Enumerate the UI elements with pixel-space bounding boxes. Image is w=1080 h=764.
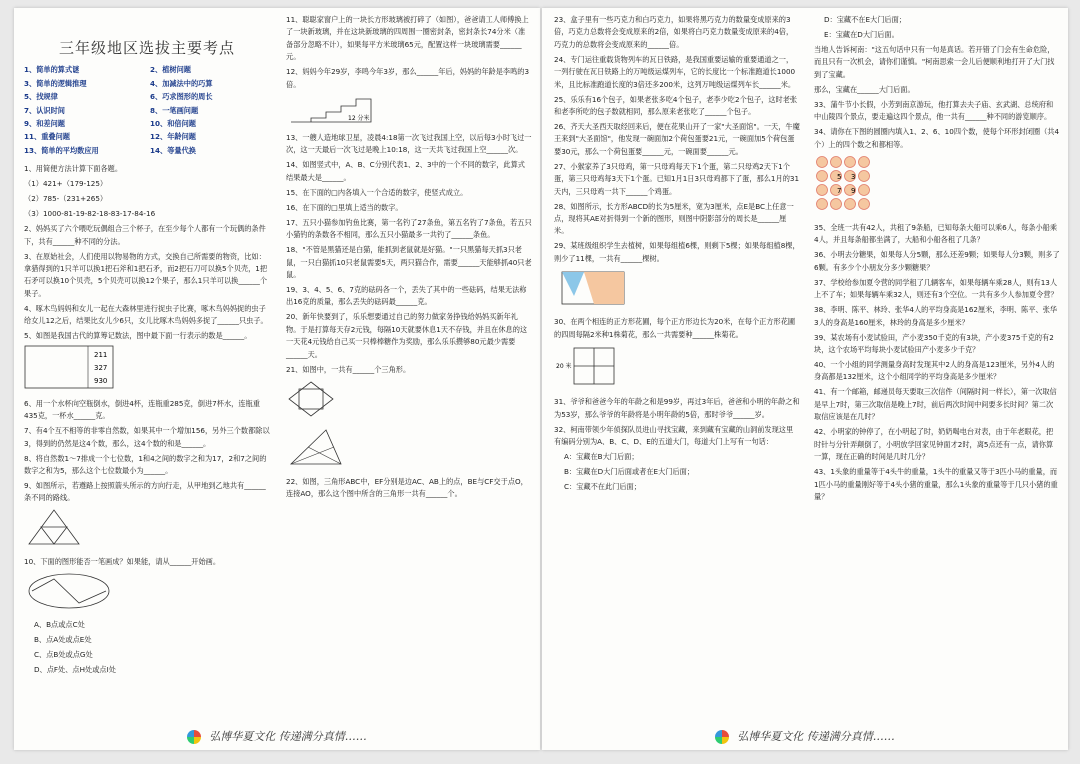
question-text: 33、蒲牛节小长假，小芳到南京游玩，他打算去夫子庙、玄武湖、总统府和中山陵四个景点，要走遍这四个景点，他一共有______种不同的游览顺序。	[814, 99, 1054, 122]
question-text: 10、下面的图形能否一笔画成？如果能，请从______开始画。	[24, 556, 221, 566]
question-text: A：宝藏在B大门后面；	[564, 451, 639, 461]
question-text: B：宝藏在D大门后面或者在E大门后面；	[564, 466, 695, 476]
question-text: 15、在下面的□内各填入一个合适的数字，使竖式成立。	[286, 187, 468, 197]
figure-q30	[554, 344, 800, 392]
question-text: 7、有4个互不相等的非零自然数，如果其中一个增加156，另外三个数都除以3，得到的仍然是这4个数，那么，这4个数的和是______。	[24, 426, 270, 448]
circle-number: 9	[851, 186, 856, 195]
figure-q11	[286, 94, 532, 128]
topic-list	[24, 64, 270, 157]
question-text: 38、李明、陈平、林玲、张华4人的平均身高是162厘米，李明、陈平、张华3人的身高是160厘米，林玲的身高是多少厘米？	[814, 305, 1058, 327]
topic-item: 1、简单的算式谜	[24, 65, 80, 75]
question-text: 13、一艘人造地球卫星，凌晨4:18第一次飞过我国上空，以后每3小时飞过一次，这一天最后一次飞过是晚上10:18，这一天共飞过我国上空______次。	[286, 133, 532, 155]
rod-row-3: 930	[94, 377, 108, 386]
garden-width-label: 20 米	[556, 362, 572, 370]
question-text: 5、如图是我国古代的算筹记数法，图中最下面一行表示的数是______。	[24, 331, 252, 341]
column-3	[554, 14, 800, 496]
garden-grid-figure	[554, 344, 634, 388]
circle-number: 5	[837, 172, 842, 181]
staircase-figure	[286, 94, 376, 124]
staircase-label: 12 分米	[348, 114, 370, 122]
question-text: 12、妈妈今年29岁，李鸣今年3岁，那么______年后，妈妈的年龄是李鸣的3倍。	[286, 67, 530, 89]
question-text: 4、啄木鸟妈妈和女儿一起在大森林里进行捉虫子比赛，啄木鸟妈妈捉的虫子给女儿12之后，结果比女儿少6只，女儿比啄木鸟妈妈多捉了______只虫子。	[24, 303, 268, 326]
topic-item: 10、和倍问题	[150, 119, 196, 129]
rod-row-1: 211	[94, 351, 108, 360]
cross-shape-figure	[286, 379, 336, 419]
question-text: 22、如图，三角形ABC中，EF分别是边AC、AB上的点，BE与CF交于点O，连接AO，那么这个图中所含的三角形一共有______个。	[286, 476, 528, 498]
question-text: 16、在下面的□里填上适当的数字。	[286, 202, 403, 212]
topic-item: 3、简单的逻辑推理	[24, 78, 87, 88]
topic-item: 11、重叠问题	[24, 132, 70, 142]
figure-q10	[24, 571, 270, 615]
brand-logo-icon	[715, 730, 729, 744]
topic-item: 8、一笔画问题	[150, 105, 199, 115]
question-text: 35、全班一共有42人，共租了9条船，已知每条大船可以乘6人，每条小船乘4人，并且每条船都坐满了，大船和小船各租了几条？	[814, 223, 1058, 245]
question-text: 1、用简便方法计算下面各题。	[24, 164, 123, 174]
oval-figure	[24, 571, 114, 611]
circle-number: 7	[837, 186, 842, 195]
question-text: 18、"不管是黑猫还是白猫，能抓到老鼠就是好猫。"一只黑猫每天抓3只老鼠，一只白猫抓10只老鼠需要5天，两只猫合作，需要______天能够抓40只老鼠。	[286, 245, 532, 280]
question-text: （1）421+（179-125）	[24, 179, 108, 189]
topic-item: 14、等量代换	[150, 145, 196, 155]
topic-item: 12、年龄问题	[150, 132, 196, 142]
question-text: 14、如图竖式中，A、B、C分别代表1、2、3中的一个不同的数字，此算式结果最大是______。	[286, 160, 525, 182]
question-text: 2、妈妈买了六个喂吃玩偶组合三个杯子，在至少每个人都有一个玩偶的条件下，共有______种不同的分法。	[24, 224, 266, 246]
rod-row-2: 327	[94, 364, 108, 373]
question-text: 11、聪聪家窗户上的一块长方形玻璃被打碎了（如图），爸爸请工人师傅换上了一块新玻璃，并在这块新玻璃的四周围一圈密封条，密封条长74分米（准备部分忽略不计），如果每平方米玻璃65元，配置这样一块玻璃需要______元。	[286, 15, 529, 62]
column-3-questions	[554, 14, 800, 493]
figure-q22	[286, 427, 532, 471]
figure-q34	[814, 154, 1060, 218]
topic-item: 4、加减法中的巧算	[150, 78, 213, 88]
question-text: 42、小明家的钟停了，在小明起了时，奶奶喝电台对表，由于年老眼花，把时针与分针弄颠倒了，小明放学回家见钟面才2时，离5点还有一点，请你算一算，现在正确的时间是几时几分？	[814, 427, 1054, 462]
topic-item: 5、找规律	[24, 92, 58, 102]
brand-logo-icon	[187, 730, 201, 744]
triangle-abc-figure	[286, 427, 346, 467]
footer-text: 弘博华夏文化 传递满分真情……	[209, 730, 367, 743]
question-text: 36、小明去分糖果，如果每人分5颗，那么还差9颗；如果每人分3颗，则多了6颗。有多少个小朋友分多少颗糖果？	[814, 250, 1060, 272]
column-2	[286, 14, 532, 503]
question-text: （3）1000-81-19-82-18-83-17-84-16	[24, 209, 156, 219]
footer-right	[542, 728, 1068, 744]
question-text: 当地人告诉柯南："这五句话中只有一句是真话。若开错了门会有生命危险，而且只有一次机会，请你们谨慎。"柯南思索一会儿后便顺利地打开了大门找到了宝藏。	[814, 45, 1055, 79]
question-text: （2）785-（231+265）	[24, 194, 108, 204]
question-text: C：宝藏不在此门后面；	[564, 481, 641, 491]
column-4-questions	[814, 14, 1060, 503]
footer-text: 弘博华夏文化 传递满分真情……	[737, 730, 895, 743]
question-text: 19、3、4、5、6、7克的砝码各一个，丢失了其中的一些砝码，结果无法称出16克的质量，那么丢失的砝码最______克。	[286, 285, 527, 307]
footer-left	[14, 728, 540, 744]
question-text: D：宝藏不在E大门后面；	[824, 15, 906, 24]
column-4	[814, 14, 1060, 506]
question-text: D、点F处、点H处或点I处	[34, 665, 116, 675]
left-page	[14, 8, 540, 750]
counting-rods-figure	[24, 345, 114, 389]
topic-item: 13、简单的平均数应用	[24, 145, 99, 155]
column-1-questions	[24, 163, 270, 676]
triangle-path-figure	[24, 507, 84, 547]
question-text: 8、将自然数1～7排成一个七位数，1和4之间的数字之和为17，2和7之间的数字之和为5，那么这个七位数最小为______。	[24, 453, 267, 475]
question-text: B、点A处或点E处	[34, 635, 92, 645]
right-page	[542, 8, 1068, 750]
question-text: 21、如图中，一共有______个三角形。	[286, 364, 411, 374]
question-text: 23、盒子里有一些巧克力和白巧克力，如果将黑巧克力的数量变成原来的3倍，巧克力总数将会变成原来的2倍，如果将白巧克力数量变成原来的4倍，巧克力的总数将会变成原来的______倍。	[554, 15, 794, 49]
question-text: 20、新年快要到了，乐乐想要通过自己的努力做家务挣钱给妈妈买新年礼物。于是打算每天存2元钱，每隔10天就要休息1天不存钱，并且在休息的这一天花4元钱给自己买一只棒棒糖作为奖励，那么乐乐攒够80元最少需要______天。	[286, 312, 528, 359]
question-text: 9、如图所示，若遵路上按照箭头所示的方向行走，从甲地到乙地共有______条不同的路线。	[24, 480, 266, 503]
topic-item: 6、巧求图形的周长	[150, 92, 213, 102]
question-text: 17、五只小猫参加钓鱼比赛，第一名钓了27条鱼，第五名钓了7条鱼，若五只小猫钓的条数各不相同，那么五只小猫最多一共钓了______条鱼。	[286, 217, 532, 240]
question-text: 24、专门运往重载货物列车的瓦日铁路，是我国重要运输的重要通道之一，一列行驶在瓦日铁路上的万吨级运煤列车，它的长度比一个标准跑道长1000米，且比标准跑道长度的3倍还多200米，这列万吨级运煤列车长______米。	[554, 54, 796, 89]
question-text: 30、在两个相连的正方形花圃，每个正方形边长为20米，在每个正方形花圃的四周每隔2米种1株菊花，那么一共需要种______株菊花。	[554, 317, 796, 339]
question-text: 40、一个小组的同学测量身高时发现其中2人的身高是123厘米，另外4人的身高都是132厘米，这个小组同学的平均身高是多少厘米？	[814, 360, 1055, 382]
figure-q9	[24, 507, 270, 551]
question-text: 37、学校给参加夏令营的同学租了几辆客车，如果每辆车乘28人，则有13人上不了车；如果每辆车乘32人，则还有3个空位。一共有多少人参加夏令营？	[814, 277, 1058, 300]
question-text: E：宝藏在D大门后面。	[824, 30, 899, 39]
question-text: 41、有一个邮箱，邮递员每天要取三次信件（间隔时间一样长），第一次取信是早上7时，第三次取信是晚上7时，前后两次时间中间要多长时间？第二次取信应该是在几时？	[814, 387, 1057, 422]
topic-item: 9、和差问题	[24, 119, 65, 129]
question-text: 31、爷爷和爸爸今年的年龄之和是99岁，再过3年后，爸爸和小明的年龄之和为53岁，那么爷爷的年龄将是小明年龄的5倍，那时爷爷______岁。	[554, 397, 800, 419]
question-text: 39、某农场有小麦试验田，产小麦350千克的有3块，产小麦375千克的有2块，这个农场平均每块小麦试验田产小麦多少千克？	[814, 332, 1054, 355]
figure-q5	[24, 345, 270, 393]
question-text: 25、乐乐有16个包子，如果老张多吃4个包子，老李少吃2个包子，这时老张和老李所吃的包子数就相同，那么原来老张吃了______个包子。	[554, 94, 798, 117]
question-text: 34、请你在下图的圆圈内填入1、2、6、10四个数，使每个环形封闭圈（共4个）上的四个数之和都相等。	[814, 127, 1060, 149]
circle-ring-figure	[814, 154, 874, 214]
question-text: 6、用一个水杯向空瓶倒水，倒进4杯，连瓶重285克，倒进7杯水，连瓶重435克，一杯水______克。	[24, 398, 260, 421]
question-text: A、B点或点C处	[34, 620, 85, 630]
question-text: 32、柯南带领少年侦探队员进山寻找宝藏，来到藏有宝藏的山洞前发现这里有编码分别为A、B、C、D、E的五道大门，每道大门上写有一句话：	[554, 424, 794, 446]
circle-number: 3	[851, 172, 856, 181]
question-text: 28、如图所示，长方形ABCD的长为5厘米，宽为3厘米，点E是BC上任意一点，现将其AE对折得到一个新的图形，则图中阴影部分的周长是______厘米。	[554, 201, 794, 236]
question-text: 26、齐天大圣西天取经回来后，便在花果山开了一家"大圣面馆"。一天，牛魔王来到"大圣面馆"，他发现一碗面加2个荷包蛋要21元，一碗面加5个荷包蛋要30元，那么一个荷包蛋要______元，一碗面要______元。	[554, 122, 800, 156]
question-text: 43、1头象的重量等于4头牛的重量，1头牛的重量又等于3匹小马的重量，而1匹小马的重量刚好等于4头小猪的重量，那么1头象的重量等于几只小猪的重量？	[814, 467, 1058, 501]
figure-q28	[554, 268, 800, 312]
question-text: C、点B处或点G处	[34, 650, 93, 660]
topic-item: 7、认识时间	[24, 105, 65, 115]
column-1	[24, 14, 270, 679]
column-2-questions	[286, 14, 532, 500]
question-text: 29、某班级组织学生去植树，如果每组植6棵，则剩下5棵；如果每组植8棵，则少了11棵，一共有______棵树。	[554, 241, 800, 263]
question-text: 27、小猴家养了3只母鸡，第一只母鸡每天下1个蛋，第二只母鸡2天下1个蛋，第三只母鸡每3天下1个蛋。已知1月1日3只母鸡都下了蛋，那么1月的31天内，三只母鸡一共下______个鸡蛋。	[554, 161, 800, 196]
question-text: 3、在原始社会，人们使用以物易物的方式，交换自己所需要的物资，比如：拿猎得到的1只羊可以换1把石斧和1把石矛，而2把石刀可以换5个贝壳，1把石矛可以换10个贝壳，5个贝壳可以换12个果子，那么1只羊可以换______个果子。	[24, 251, 268, 298]
question-text: 那么，宝藏在______大门后面。	[814, 84, 915, 94]
document-title: 三年级地区选拔主要考点	[58, 39, 235, 57]
topic-item: 2、植树问题	[150, 65, 191, 75]
figure-q21	[286, 379, 532, 423]
rectangle-fold-figure	[554, 268, 634, 308]
